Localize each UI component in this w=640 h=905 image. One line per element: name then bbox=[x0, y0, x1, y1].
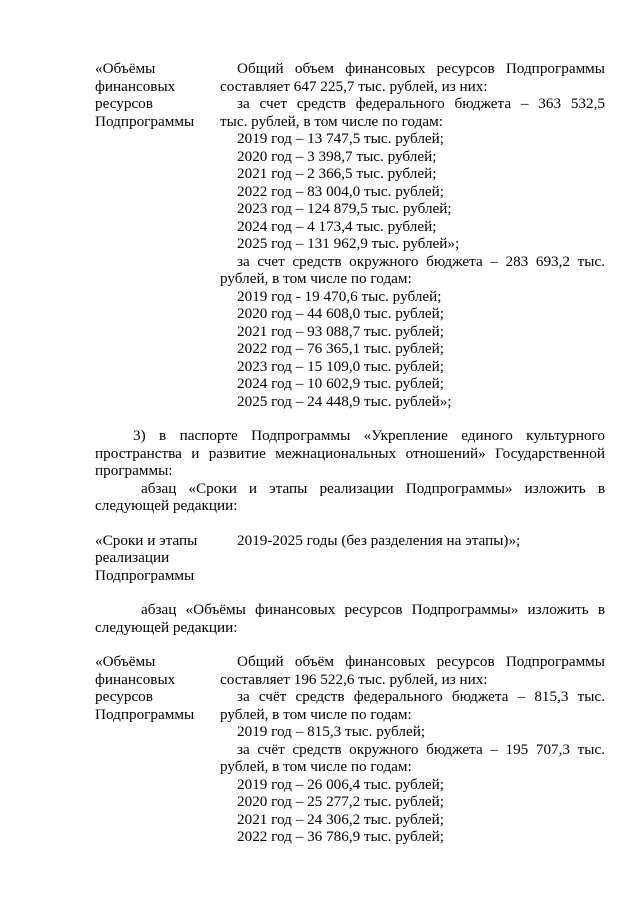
block-2-text bbox=[220, 532, 605, 585]
year-line: 2021 год – 93 088,7 тыс. рублей; bbox=[237, 322, 445, 340]
label-line: ресурсов bbox=[95, 95, 153, 112]
text-line: за счет средств окружного бюджета – 283 693,2 тыс. bbox=[237, 252, 605, 270]
text-line: Общий объем финансовых ресурсов Подпрограммы bbox=[237, 60, 605, 77]
label-line: Подпрограммы bbox=[95, 705, 195, 723]
text-line: абзац «Объёмы финансовых ресурсов Подпрограммы» изложить в bbox=[141, 601, 605, 618]
text-line: составляет 196 522,6 тыс. рублей, из них: bbox=[220, 670, 488, 688]
year-line: 2024 год – 10 602,9 тыс. рублей; bbox=[237, 375, 445, 392]
label-line: Подпрограммы bbox=[95, 112, 195, 130]
year-line: 2022 год – 36 786,9 тыс. рублей; bbox=[237, 828, 445, 845]
block-1-label bbox=[95, 60, 220, 410]
text-line: тыс. рублей, в том числе по годам: bbox=[220, 112, 443, 130]
label-line: «Сроки и этапы bbox=[95, 531, 198, 549]
text-line: 3) в паспорте Подпрограммы «Укрепление единого культурного bbox=[133, 427, 605, 444]
text-line: Общий объём финансовых ресурсов Подпрограммы bbox=[237, 653, 605, 670]
terms-stages-block bbox=[95, 532, 605, 585]
text-line: программы: bbox=[95, 462, 173, 479]
year-line: 2021 год – 24 306,2 тыс. рублей; bbox=[237, 810, 445, 828]
year-line: 2021 год – 2 366,5 тыс. рублей; bbox=[237, 165, 437, 182]
text-line: пространства и развитие межнациональных отношений» Государственной bbox=[95, 444, 605, 462]
year-line: 2025 год – 24 448,9 тыс. рублей»; bbox=[237, 392, 452, 410]
year-line: 2023 год – 15 109,0 тыс. рублей; bbox=[237, 357, 445, 375]
year-line: 2019 год – 815,3 тыс. рублей; bbox=[237, 723, 426, 740]
text-line: составляет 647 225,7 тыс. рублей, из них: bbox=[220, 77, 488, 95]
text-line: за счёт средств окружного бюджета – 195 707,3 тыс. bbox=[237, 740, 605, 758]
year-line: 2022 год – 76 365,1 тыс. рублей; bbox=[237, 340, 445, 357]
label-line: финансовых bbox=[95, 670, 176, 688]
label-line: финансовых bbox=[95, 77, 176, 95]
year-line: 2020 год – 25 277,2 тыс. рублей; bbox=[237, 793, 445, 810]
label-line: реализации bbox=[95, 549, 170, 566]
block-2-label bbox=[95, 532, 220, 585]
text-line: следующей редакции: bbox=[95, 618, 238, 636]
year-line: 2019 год – 13 747,5 тыс. рублей; bbox=[237, 130, 445, 147]
text-line: 2019-2025 годы (без разделения на этапы)»; bbox=[237, 531, 521, 549]
item-3-paragraph bbox=[95, 427, 605, 515]
finance-resources-block-2 bbox=[95, 653, 605, 846]
block-3-label bbox=[95, 653, 220, 846]
year-line: 2020 год – 3 398,7 тыс. рублей; bbox=[237, 147, 437, 165]
abzac-2-paragraph bbox=[95, 601, 605, 636]
year-line: 2022 год – 83 004,0 тыс. рублей; bbox=[237, 182, 445, 200]
year-line: 2019 год – 26 006,4 тыс. рублей; bbox=[237, 775, 445, 793]
block-1-text bbox=[220, 60, 605, 410]
text-line: за счёт средств федерального бюджета – 815,3 тыс. bbox=[237, 688, 605, 705]
text-line: рублей, в том числе по годам: bbox=[220, 758, 412, 775]
label-line: «Объёмы bbox=[95, 653, 156, 670]
year-line: 2019 год - 19 470,6 тыс. рублей; bbox=[237, 287, 442, 305]
label-line: ресурсов bbox=[95, 688, 153, 705]
text-line: рублей, в том числе по годам: bbox=[220, 270, 412, 287]
document-page bbox=[95, 60, 605, 846]
text-line: абзац «Сроки и этапы реализации Подпрограммы» изложить в bbox=[141, 479, 605, 497]
label-line: «Объёмы bbox=[95, 60, 156, 77]
year-line: 2024 год – 4 173,4 тыс. рублей; bbox=[237, 217, 437, 235]
label-line: Подпрограммы bbox=[95, 566, 195, 584]
year-line: 2023 год – 124 879,5 тыс. рублей; bbox=[237, 200, 452, 217]
text-line: следующей редакции: bbox=[95, 497, 238, 514]
year-line: 2025 год – 131 962,9 тыс. рублей»; bbox=[237, 235, 460, 252]
finance-resources-block-1 bbox=[95, 60, 605, 410]
text-line: рублей, в том числе по годам: bbox=[220, 705, 412, 723]
text-line: за счет средств федерального бюджета – 363 532,5 bbox=[237, 95, 605, 112]
year-line: 2020 год – 44 608,0 тыс. рублей; bbox=[237, 305, 445, 322]
block-3-text bbox=[220, 653, 605, 846]
